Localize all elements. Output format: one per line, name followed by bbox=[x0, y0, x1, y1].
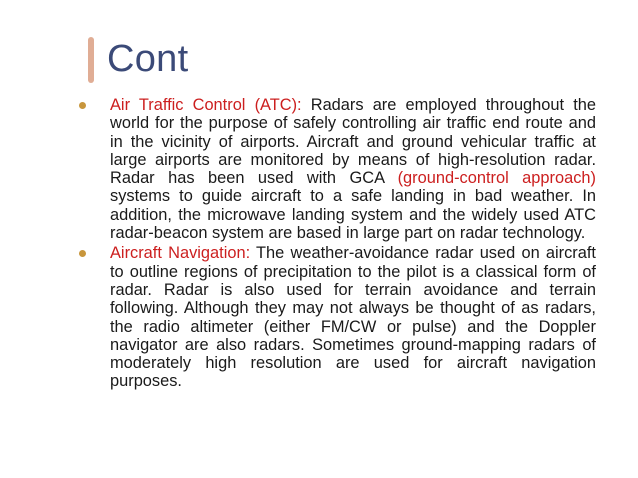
title-accent-bar bbox=[88, 37, 94, 83]
bullet-heading-navigation: Aircraft Navigation: bbox=[110, 244, 251, 263]
bullet-text-atc-part2: systems to guide aircraft to a safe landing in bad weather. In addition, the microwave landing system and the widely used ATC radar-beacon system are based in large part on radar technology. bbox=[110, 187, 596, 243]
slide-content bbox=[96, 96, 596, 393]
bullet-highlight-gca: (ground-control approach) bbox=[397, 169, 596, 188]
bullet-icon bbox=[79, 250, 86, 257]
bullet-paragraph-navigation bbox=[110, 244, 596, 390]
bullet-item-atc bbox=[96, 96, 596, 242]
bullet-paragraph-atc bbox=[110, 96, 596, 242]
bullet-text-navigation: The weather-avoidance radar used on aircraft to outline regions of precipitation to the pilot is a classical form of radar. Radar is also used for terrain avoidance and terrain following. Although they may not always be thought of as radars, the radio altimeter (either FM/CW or pulse) and the Doppler navigator are also radars. Sometimes ground-mapping radars of moderately high resolution are used for aircraft navigation purposes. bbox=[110, 244, 596, 391]
bullet-item-navigation bbox=[96, 244, 596, 390]
bullet-text-atc-part1: Radars are employed throughout the world for the purpose of safely controlling air traffic end route and in the vicinity of airports. Aircraft and ground vehicular traffic at large airports are monitored by means of high-resolution radar. Radar has been used with GCA bbox=[110, 96, 596, 188]
bullet-heading-atc: Air Traffic Control (ATC): bbox=[110, 96, 302, 114]
slide-title: Cont bbox=[107, 38, 189, 80]
bullet-icon bbox=[79, 102, 86, 109]
